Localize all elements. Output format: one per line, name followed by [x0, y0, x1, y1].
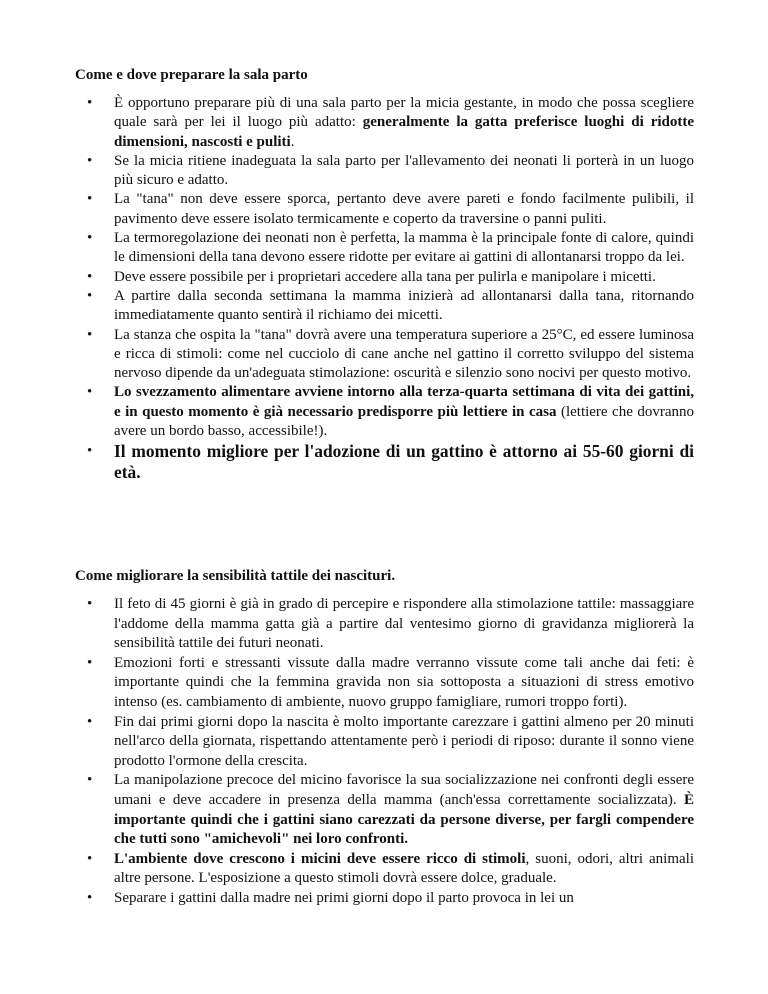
text: . [290, 133, 295, 150]
bold-text: L'ambiente dove crescono i micini deve essere ricco di stimoli [114, 850, 526, 867]
bullet-icon: • [87, 443, 93, 460]
sala-parto-list-item [87, 229, 694, 268]
sensibilita-list-item [87, 595, 694, 654]
sala-parto-list-item [87, 287, 694, 326]
section-heading-sensibilita-tattile: Come migliorare la sensibilità tattile dei nascituri. [75, 568, 396, 584]
bullet-icon: • [87, 654, 93, 671]
text: Separare i gattini dalla madre nei primi giorni dopo il parto provoca in lei un [114, 889, 574, 906]
bullet-icon: • [87, 230, 93, 247]
bullet-icon: • [87, 287, 93, 304]
text: La termoregolazione dei neonati non è perfetta, la mamma è la principale fonte di calore, quindi le dimensioni della tana devono essere ridotte per evitare ai gattini di allontanarsi troppo da lei. [114, 230, 694, 266]
bullet-icon: • [87, 95, 93, 111]
bullet-icon: • [87, 326, 93, 343]
bullet-icon: • [87, 772, 93, 789]
bold-text: È importante quindi che i gattini siano carezzati da persone diverse, per fargli compendere che tutti sono "amichevoli" nei loro confronti. [114, 791, 694, 848]
text: Emozioni forti e stressanti vissute dalla madre verranno vissute come tali anche dai feti: è importante quindi che la femmina gravida non sia sottoposta a situazioni di stress emotivo intenso (es. cambiamento di ambiente, nuovo gruppo famigliare, rumori troppo forti). [114, 654, 694, 710]
sensibilita-list-item [87, 654, 694, 713]
sala-parto-list-item [87, 383, 694, 441]
bullet-icon: • [87, 384, 93, 401]
sala-parto-list-item [87, 152, 694, 191]
bullet-list-sensibilita-tattile [87, 595, 694, 909]
text: Deve essere possibile per i proprietari accedere alla tana per pulirla e manipolare i micetti. [114, 268, 656, 285]
bullet-icon: • [87, 268, 93, 285]
text: (lettiere che dovranno avere un bordo basso, accessibile!). [114, 403, 694, 440]
bold-text: generalmente la gatta preferisce luoghi di ridotte dimensioni, nascosti e puliti [114, 114, 695, 150]
sala-parto-list-item [87, 94, 695, 152]
bullet-icon: • [87, 152, 93, 169]
bullet-icon: • [87, 713, 93, 730]
text: La stanza che ospita la "tana" dovrà avere una temperatura superiore a 25°C, ed essere luminosa e ricca di stimoli: come nel cucciolo di cane anche nel gattino il corretto sviluppo del sistema nervoso dipende da un'adeguata stimolazione: oscurità e silenzio sono nocivi per questo motivo. [114, 326, 694, 382]
bold-text: Lo svezzamento alimentare avviene intorno alla terza-quarta settimana di vita dei gattini, e in questo momento è già necessario predisporre più lettiere in casa [114, 384, 694, 420]
text: La manipolazione precoce del micino favorisce la sua socializzazione nei confronti degli essere umani e deve accadere in presenza della mamma (anch'essa correttamente socializzata). [114, 772, 694, 808]
text: A partire dalla seconda settimana la mamma inizierà ad allontanarsi dalla tana, ritornando immediatamente quanto sentirà il richiamo dei micetti. [114, 287, 694, 324]
bullet-icon: • [87, 850, 93, 867]
sensibilita-list-item [87, 850, 694, 889]
bullet-list-sala-parto [87, 94, 695, 483]
text: La "tana" non deve essere sporca, pertanto deve avere pareti e fondo facilmente pulibili, il pavimento deve essere isolato termicamente e coperto da traversine o panni puliti. [114, 191, 694, 227]
bullet-icon: • [87, 191, 93, 208]
sala-parto-list-item [87, 326, 694, 384]
text: Se la micia ritiene inadeguata la sala parto per l'allevamento dei neonati li porterà in un luogo più sicuro e adatto. [114, 152, 694, 189]
sensibilita-list-item [87, 713, 694, 772]
sala-parto-list-item [87, 441, 694, 483]
bullet-icon: • [87, 596, 93, 612]
text: Fin dai primi giorni dopo la nascita è molto importante carezzare i gattini almeno per 20 minuti nell'arco della giornata, rispettando attentamente però i periodi di riposo: durante il sonno viene prodotto l'ormone della crescita. [114, 713, 694, 769]
text: , suoni, odori, altri animali altre persone. L'esposizione a questo stimoli dovrà essere dolce, graduale. [114, 850, 694, 887]
sala-parto-list-item [87, 268, 694, 287]
text: Il feto di 45 giorni è già in grado di percepire e rispondere alla stimolazione tattile: massaggiare l'addome della mamma gatta già a partire dal ventesimo giorno di gravidanza migliorerà la sensibilità tattile dei futuri neonati. [114, 596, 694, 652]
section-heading-sala-parto: Come e dove preparare la sala parto [75, 67, 308, 83]
sala-parto-list-item [87, 190, 694, 229]
bullet-icon: • [87, 889, 93, 906]
sensibilita-list-item [87, 771, 694, 849]
sensibilita-list-item [87, 889, 694, 909]
text: È opportuno preparare più di una sala parto per la micia gestante, in modo che possa scegliere quale sarà per lei il luogo più adatto: [114, 95, 694, 131]
bold-text: Il momento migliore per l'adozione di un gattino è attorno ai 55-60 giorni di età. [114, 441, 694, 483]
